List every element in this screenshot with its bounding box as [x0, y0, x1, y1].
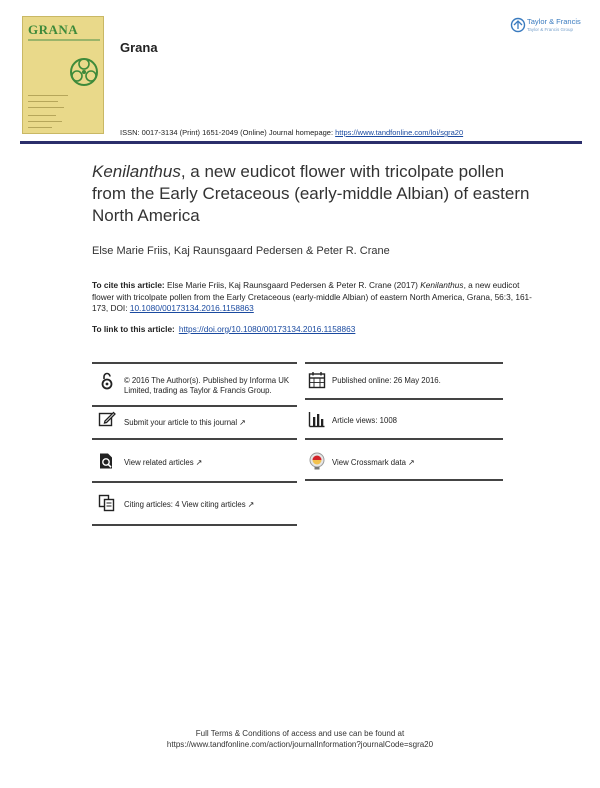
meta-divider — [92, 481, 297, 483]
license-text: © 2016 The Author(s). Published by Informa UK Limited, trading as Taylor & Francis Group. — [124, 376, 290, 395]
external-link-icon: ↗ — [247, 500, 255, 509]
citation-text-1: Else Marie Friis, Kaj Raunsgaard Pedersen & Peter R. Crane (2017) — [164, 280, 421, 290]
article-views: Article views: 1008 — [332, 416, 398, 425]
article-views-bar-icon — [308, 410, 326, 428]
article-title — [92, 161, 532, 227]
citation-label: To cite this article: — [92, 280, 165, 290]
article-title-rest: , a new eudicot flower with tricolpate pollen from the Early Cretaceous (early-middle Albian) of eastern North America — [92, 162, 530, 225]
meta-divider — [305, 362, 503, 364]
cover-title: GRANA — [28, 22, 79, 37]
journal-name: Grana — [120, 40, 158, 55]
cover-text-line — [28, 95, 68, 96]
open-access-icon — [98, 372, 116, 390]
external-link-icon: ↗ — [407, 458, 415, 467]
footer-line-1: Full Terms & Conditions of access and use can be found at — [195, 729, 405, 738]
related-articles-icon[interactable] — [98, 452, 116, 470]
link-label: To link to this article: — [92, 324, 175, 334]
external-link-icon: ↗ — [239, 418, 246, 427]
cover-text-line — [28, 101, 58, 102]
calendar-icon — [308, 371, 326, 389]
cover-text-line — [28, 127, 52, 128]
crossmark-text: View Crossmark data — [332, 458, 406, 467]
article-authors: Else Marie Friis, Kaj Raunsgaard Pedersen & Peter R. Crane — [92, 245, 390, 257]
journal-cover-thumbnail[interactable] — [22, 16, 104, 134]
meta-divider — [92, 405, 297, 407]
journal-homepage-link[interactable]: https://www.tandfonline.com/loi/sgra20 — [335, 128, 464, 137]
crossmark-link[interactable] — [332, 458, 502, 468]
submit-edit-icon[interactable] — [98, 410, 116, 428]
publisher-name: Taylor & Francis — [527, 17, 581, 26]
cover-emblem-icon — [69, 55, 99, 89]
meta-divider — [92, 524, 297, 526]
header-divider — [20, 141, 582, 144]
meta-divider — [305, 438, 503, 440]
external-link-icon: ↗ — [195, 458, 203, 467]
citing-articles-text: Citing articles: 4 View citing articles — [124, 500, 246, 509]
meta-divider — [92, 362, 297, 364]
citation-block — [92, 280, 532, 315]
citing-articles-link[interactable] — [124, 500, 302, 510]
meta-divider — [305, 479, 503, 481]
related-articles-link[interactable] — [124, 458, 302, 468]
article-doi-link[interactable]: https://doi.org/10.1080/00173134.2016.1158863 — [178, 324, 356, 334]
cover-text-line — [28, 121, 62, 122]
citation-text-2: , a new eudicot flower with tricolpate pollen from the Early Cretaceous (early-middle Albian) of eastern North America, Grana, 56:3, 161-173, DOI: — [92, 280, 532, 313]
published-date: Published online: 26 May 2016. — [332, 376, 441, 385]
cover-text-line — [28, 107, 64, 108]
article-title-genus: Kenilanthus — [92, 162, 181, 181]
crossmark-icon[interactable] — [308, 452, 326, 470]
citing-articles-icon[interactable] — [98, 494, 116, 512]
meta-divider — [92, 438, 297, 440]
publisher-group: Taylor & Francis Group — [527, 27, 574, 32]
footer-terms — [0, 728, 600, 750]
related-articles-text: View related articles — [124, 458, 194, 467]
issn-text: ISSN: 0017-3134 (Print) 1651-2049 (Online) Journal homepage: — [120, 128, 336, 137]
cover-subtitle-bar — [28, 39, 100, 41]
article-link-line — [92, 324, 355, 334]
citation-doi-link[interactable]: 10.1080/00173134.2016.1158863 — [129, 303, 254, 313]
submit-article-link[interactable] — [124, 418, 302, 428]
issn-line — [120, 128, 463, 137]
citation-italic: Kenilanthus — [420, 280, 464, 290]
footer-terms-link[interactable]: https://www.tandfonline.com/action/journalInformation?journalCode=sgra20 — [166, 740, 434, 749]
submit-article-text: Submit your article to this journal — [124, 418, 238, 427]
cover-text-line — [28, 115, 56, 116]
meta-divider — [305, 398, 503, 400]
